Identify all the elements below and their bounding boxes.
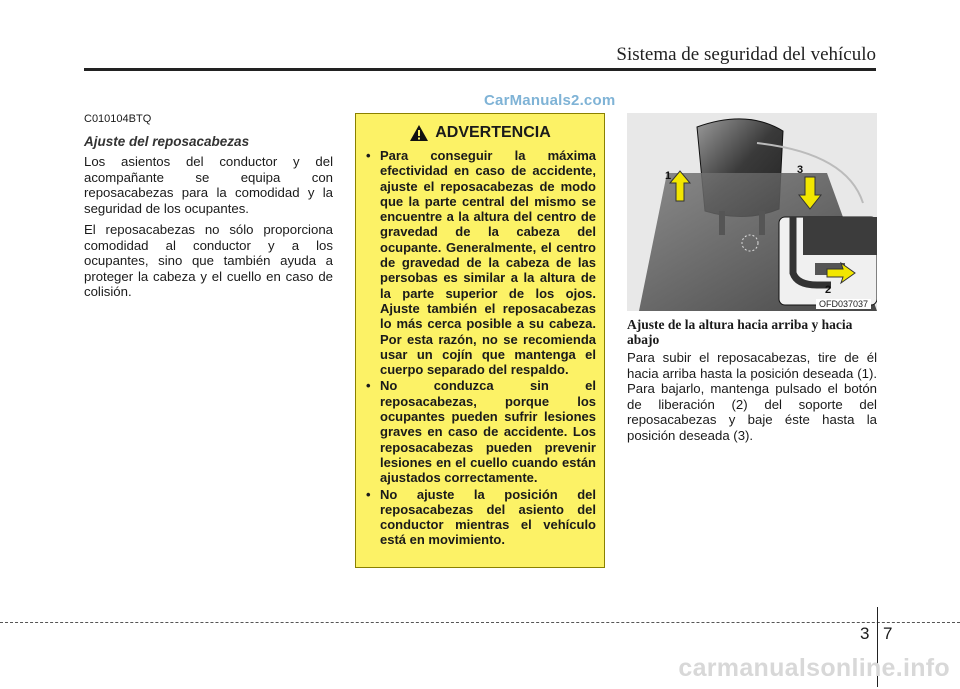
headrest-illustration [627,113,877,311]
warning-item: • Para conseguir la máxima efectividad en caso de accidente, ajuste el reposacabezas de modo que la parte central del mismo se encuentre a la altura del centro de gravedad de la cabeza del ocupante. Generalmente, el centro de gravedad de la cabeza de las persobas es similar a la altura de la parte superior de los ojos. Ajuste también el reposacabezas lo más cerca posible a su cabeza. Por esta razón, no se recomienda usar un cojín que mantenga el cuerpo separado del respaldo. [362,148,596,377]
right-column [627,317,877,449]
label-1: 1 [665,170,672,182]
warning-item: • No ajuste la posición del reposacabezas del asiento del conductor mientras el vehículo está en movimiento. [362,487,596,548]
warning-title: ADVERTENCIA [435,124,551,141]
page-section-number: 3 [860,624,870,643]
left-column [84,112,333,306]
body-paragraph: Los asientos del conductor y del acompañante se equipa con reposacabezas para la comodidad y la seguridad de los ocupantes. [84,154,333,216]
headrest-drawing [627,113,877,311]
figure-code: OFD037037 [816,299,871,309]
body-paragraph: Para subir el reposacabezas, tire de él hacia arriba hasta la posición deseada (1). Para bajarlo, mantenga pulsado el botón de liberación (2) del soporte del reposacabezas y baje éste hasta la posición deseada (3). [627,350,877,443]
section-header-title: Sistema de seguridad del vehículo [616,44,876,65]
figure-caption: Ajuste de la altura hacia arriba y hacia abajo [627,317,853,347]
label-2: 2 [825,284,832,296]
label-3: 3 [797,164,804,176]
section-code: C010104BTQ [84,113,152,125]
warning-list [362,148,596,548]
warning-item: • No conduzca sin el reposacabezas, porque los ocupantes pueden sufrir lesiones graves en caso de accidente. Los reposacabezas pueden prevenir lesiones en el cuello cuando están ajustados correctamente. [362,378,596,485]
section-subheading: Ajuste del reposacabezas [84,133,250,149]
warning-triangle-icon [409,124,429,142]
header-rule [84,68,876,71]
footer-rule [0,622,960,623]
page-number: 7 [883,624,893,643]
body-paragraph: El reposacabezas no sólo proporciona comodidad al conductor y a los ocupantes, sino que también ayuda a proteger la cabeza y el cuello en caso de colisión. [84,222,333,299]
warning-header [356,124,604,142]
watermark-top[interactable]: CarManuals2.com [484,92,616,109]
warning-box [355,113,605,568]
watermark-bottom[interactable]: carmanualsonline.info [678,654,950,682]
